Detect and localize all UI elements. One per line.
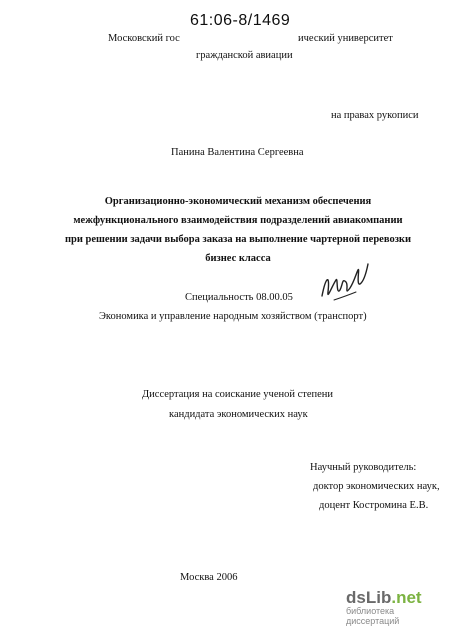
title-line-3: при решении задачи выбора заказа на выполнение чартерной перевозки (64, 234, 412, 245)
university-name-line2: гражданской авиации (196, 50, 293, 61)
dissertation-degree-line1: Диссертация на соискание ученой степени (142, 389, 334, 400)
watermark-logo-text: dsLib.net (346, 588, 422, 607)
supervisor-name: доцент Костромина Е.В. (319, 500, 429, 511)
supervisor-label: Научный руководитель: (310, 462, 417, 473)
dissertation-degree-line2: кандидата экономических наук (169, 409, 308, 420)
title-line-4: бизнес класса (205, 253, 271, 264)
dissertation-title (38, 192, 438, 268)
watermark-subtitle: библиотека диссертаций (346, 606, 400, 626)
title-line-1: Организационно-экономический механизм обеспечения (104, 196, 372, 207)
handwritten-signature (316, 256, 374, 314)
archive-stamp: 61:06-8/1469 (190, 12, 291, 29)
author-name: Панина Валентина Сергеевна (171, 147, 304, 158)
city-year: Москва 2006 (180, 572, 238, 583)
watermark-logo (346, 588, 446, 608)
dslib-watermark[interactable] (346, 588, 446, 628)
specialty-code: Специальность 08.00.05 (185, 292, 293, 303)
rights-note: на правах рукописи (331, 110, 419, 121)
university-name-left: Московский гос (108, 33, 180, 44)
university-name-right: ический университет (298, 33, 393, 44)
supervisor-degree: доктор экономических наук, (313, 481, 440, 492)
specialty-name: Экономика и управление народным хозяйством (транспорт) (99, 311, 367, 322)
title-line-2: межфункционального взаимодействия подразделений авиакомпании (73, 215, 403, 226)
